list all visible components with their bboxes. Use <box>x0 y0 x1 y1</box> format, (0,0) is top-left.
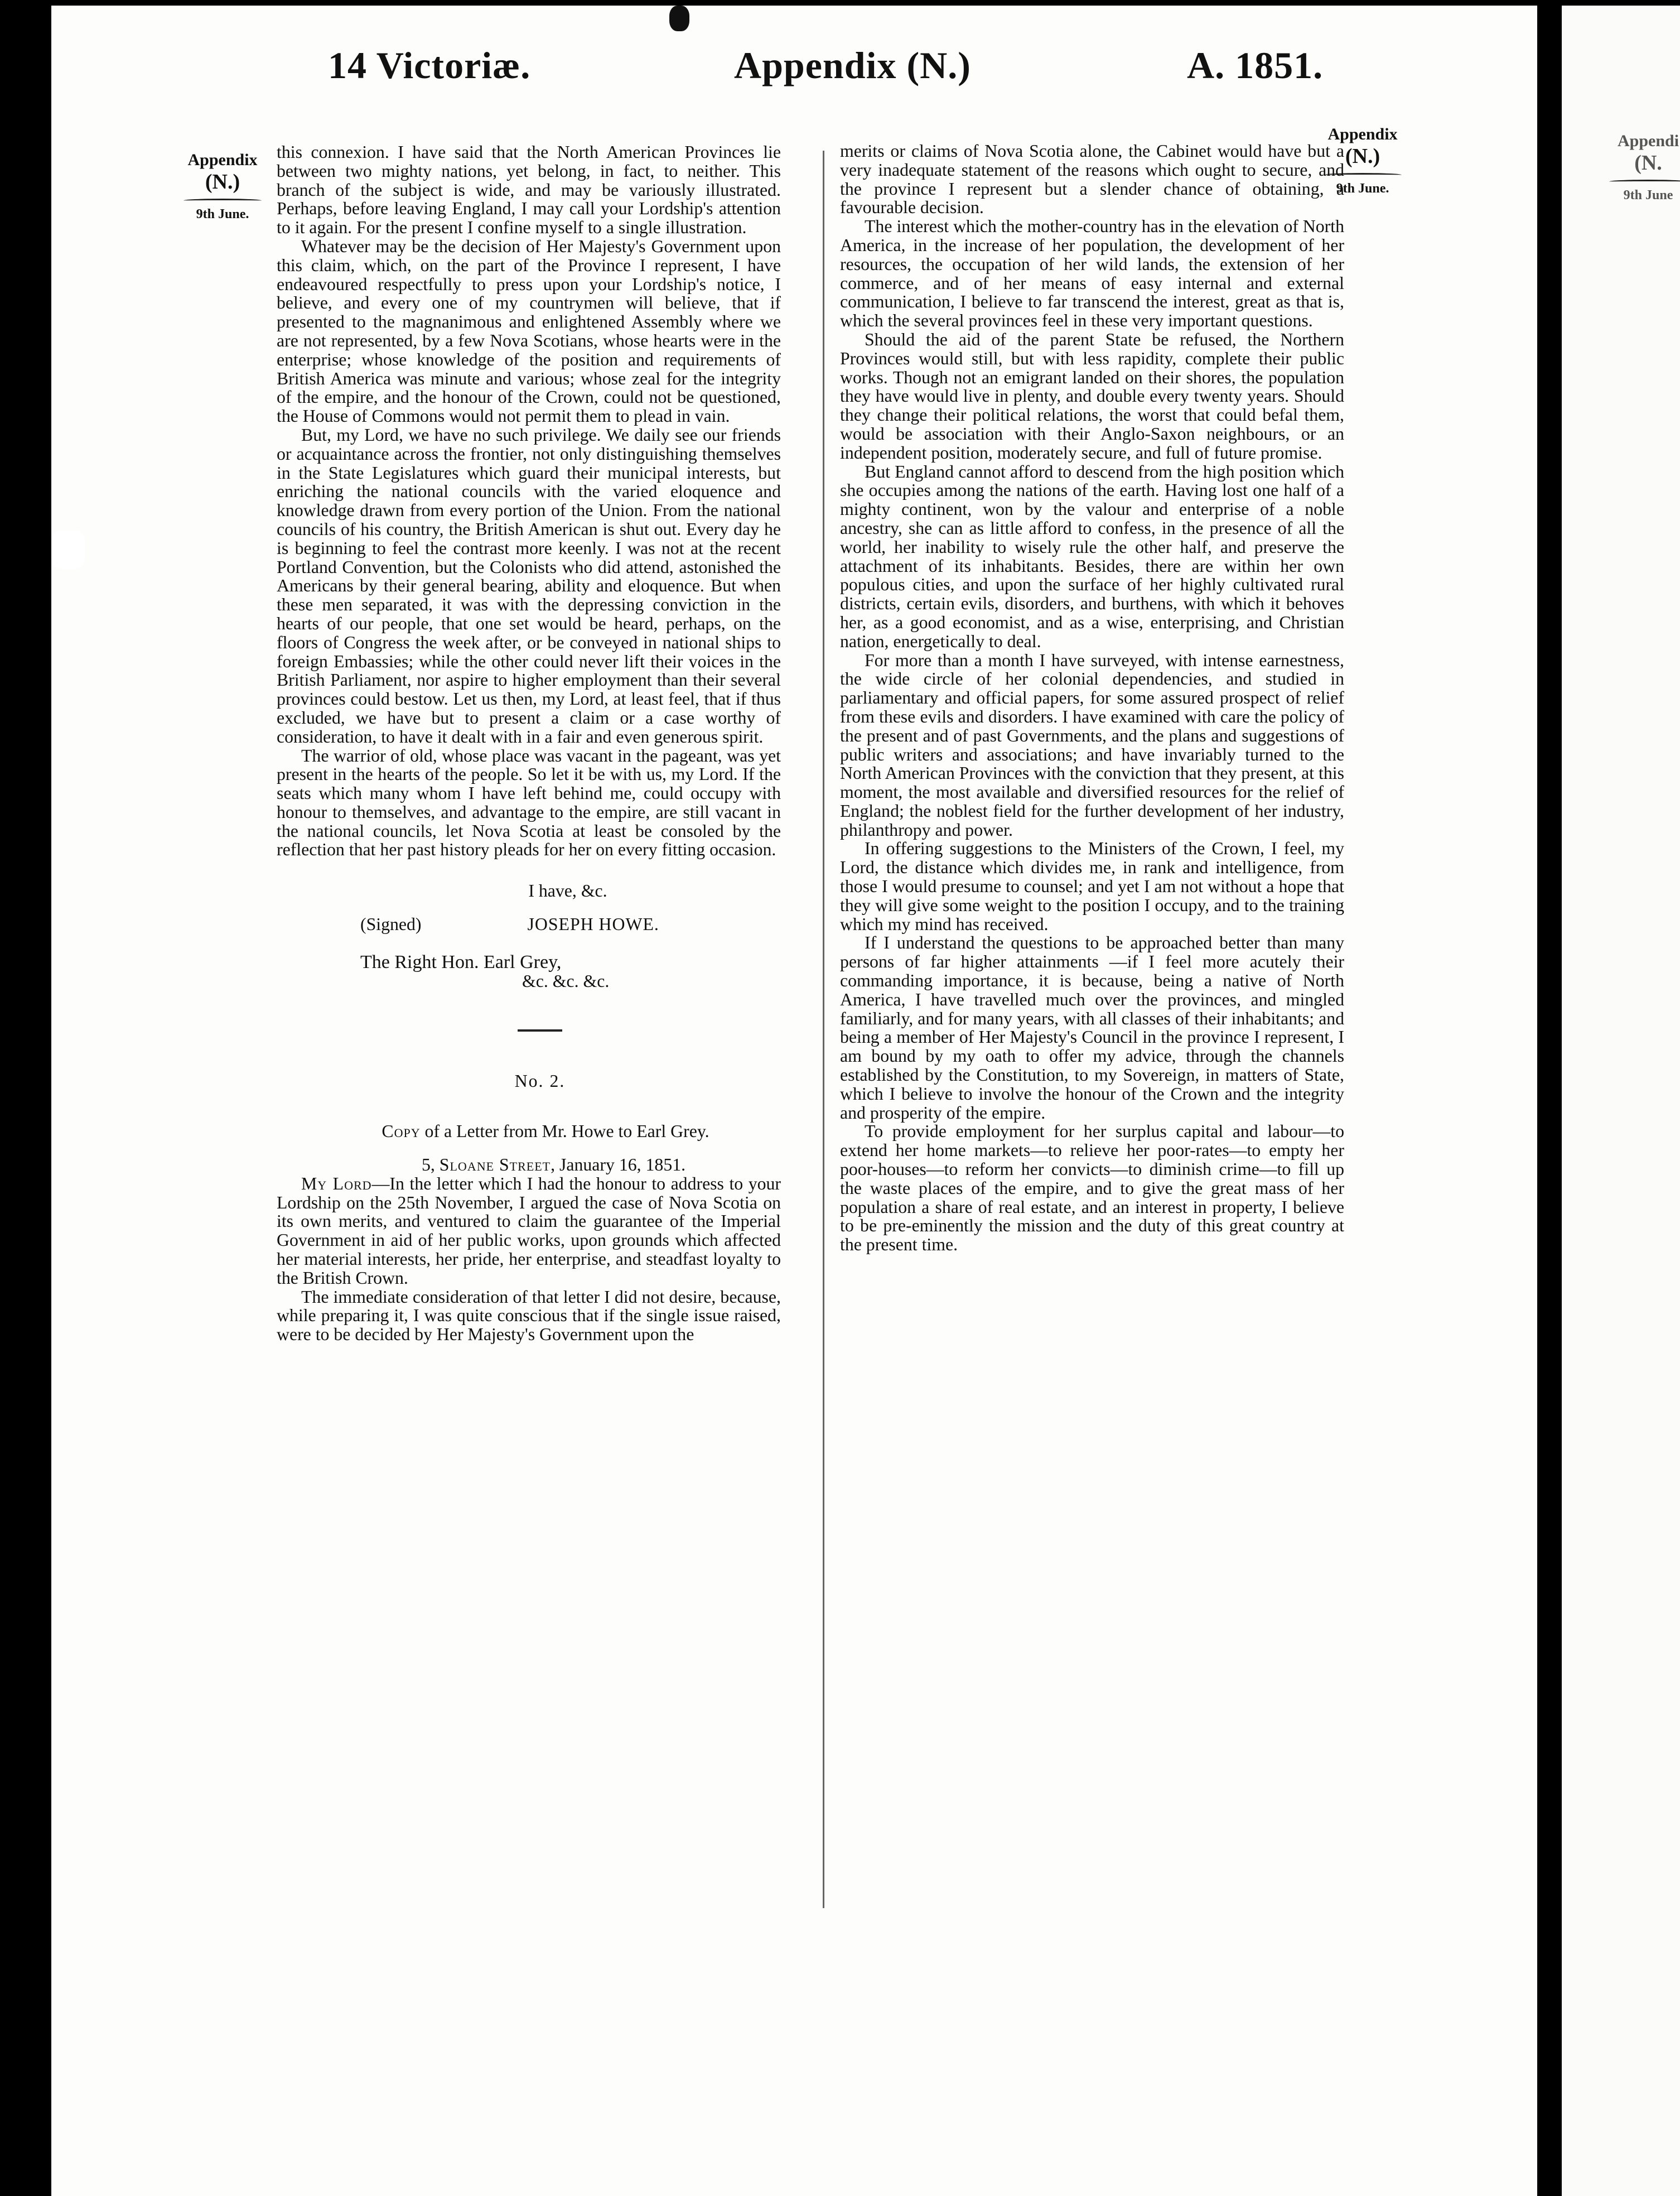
paragraph: In offering suggestions to the Ministers of the Crown, I feel, my Lord, the distance which divides me, in rank and intelligence, from those I would presume to counsel; and yet I am not without a hope that they will give some weight to the position I occupy, and to the training which my mind has received. <box>840 839 1344 934</box>
paragraph: If I understand the questions to be approached better than many persons of far higher attainments —if I feel more acutely their commanding importance, it is because, being a native of North America, I have travelled much over the provinces, and mingled familiarly, and for many years, with all classes of their inhabitants; and being a member of Her Majesty's Council in the province I represent, I am bound by my oath to offer my advice, through the channels established by the Constitution, to my Sovereign, in matters of State, which I believe to involve the honour of the Crown and the integrity and prosperity of the empire. <box>840 933 1344 1123</box>
paragraph: The immediate consideration of that letter I did not desire, because, while preparing it, I was quite conscious that if the single issue raised, were to be decided by Her Majesty's Government upon the <box>277 1287 781 1345</box>
paragraph: merits or claims of Nova Scotia alone, the Cabinet would have but a very inadequate statement of the reasons which ought to secure, and the province I represent but a slender chance of obtaining, a favourable decision. <box>840 141 1344 218</box>
signed-line <box>277 915 781 934</box>
paragraph: The warrior of old, whose place was vacant in the pageant, was yet present in the hearts of the people. So let it be with us, my Lord. If the seats which many whom I have left behind me, could occupy with honour to themselves, and advantage to the empire, are still vacant in the national councils, let Nova Scotia at least be consoled by the reflection that her past history pleads for her on every fitting occasion. <box>277 745 781 860</box>
paragraph: For more than a month I have surveyed, with intense earnestness, the wide circle of her colonial dependencies, and studied in parliamentary and official papers, for some assured prospect of relief from these evils and disorders. I have examined with care the policy of the present and of past Governments, and the plans and suggestions of public writers and associations; and have invariably turned to the North American Provinces with the conviction that they present, at this moment, the most available and diversified resources for the relief of England; the noblest field for the further development of her industry, philanthropy and power. <box>840 650 1344 840</box>
margin-note-label: Appendix <box>1327 125 1398 143</box>
paragraph: To provide employment for her surplus capital and labour—to extend her home markets—to relieve her poor-rates—to empty her poor-houses—to reform her convicts—to diminish crime—to fill up the waste places of the empire, and to give the great mass of her population a share of real estate, and an interest in property, I believe to be pre-eminently the mission and the duty of this great country at the present time. <box>840 1121 1344 1255</box>
addressee-etc: &c. &c. &c. <box>522 971 610 991</box>
margin-note-label: Appendix <box>187 151 258 169</box>
letter-opening <box>277 1174 781 1288</box>
street-number: 5, <box>422 1155 440 1175</box>
paragraph: Whatever may be the decision of Her Majesty's Government upon this claim, which, on the part of the Province I represent, I have endeavoured respectfully to press upon your Lordship's notice, I believe, and every one of my countrymen will believe, that if presented to the magnanimous and enlightened Assembly where we are not represented, by a few Nova Scotians, whose hearts were in the enterprise; whose knowledge of the position and requirements of British America was minute and various; whose zeal for the integrity of the empire, and the honour of the Crown, could not be questioned, the House of Commons would not permit them to plead in vain. <box>277 236 781 426</box>
letter-heading <box>277 1122 781 1141</box>
signed-label: (Signed) <box>360 914 422 935</box>
salutation: My Lord <box>301 1173 372 1193</box>
adjacent-page-strip <box>1562 6 1680 2196</box>
opening-text: —In the letter which I had the honour to address to your Lordship on the 25th November, I argued the case of Nova Scotia on its own merits, and ventured to claim the guarantee of the Imperial Government in aid of her public works, upon grounds which affected her material interests, her pride, her enterprise, and steadfast loyalty to the British Crown. <box>277 1173 781 1288</box>
left-column <box>277 143 781 1344</box>
addressee: The Right Hon. Earl Grey, <box>360 951 562 972</box>
left-margin-note <box>170 151 276 223</box>
header-year: A. 1851. <box>1187 44 1324 86</box>
strip-margin-note <box>1595 132 1680 204</box>
scan-artifact <box>51 530 85 569</box>
header-session: 14 Victoriæ. <box>328 44 531 86</box>
document-number: No. 2. <box>514 1071 566 1091</box>
margin-note-letter: (N.) <box>205 170 240 194</box>
section-rule <box>518 1029 562 1032</box>
paragraph: But, my Lord, we have no such privilege. We daily see our friends or acquaintance across the frontier, not only distinguishing themselves in the State Legislatures which guard their municipal interests, but enriching the national councils with the varied eloquence and knowledge drawn from every portion of the Union. From the national councils of his country, the British American is shut out. Every day he is beginning to feel the contrast more keenly. I was not at the recent Portland Convention, but the Colonists who did attend, astonished the Americans by their general bearing, ability and eloquence. But when these men separated, it was with the depressing conviction in the hearts of our people, that one set would be heard, perhaps, on the floors of Congress the week after, or be conveyed in national ships to foreign Embassies; while the other could never lift their voices in the British Parliament, nor aspire to higher employment than their several provinces could bestow. Let us then, my Lord, at least feel, that if thus excluded, we have but to present a claim or a case worthy of consideration, to have it dealt with in a fair and even generous spirit. <box>277 425 781 747</box>
strip-note-letter: (N. <box>1634 151 1662 175</box>
header-appendix: Appendix (N.) <box>734 44 971 86</box>
ink-blot <box>669 6 689 31</box>
strip-note-label: Appendi <box>1617 132 1679 150</box>
strip-note-rule <box>1609 180 1680 184</box>
column-divider <box>823 151 824 1908</box>
signer-name: JOSEPH HOWE. <box>527 914 659 935</box>
margin-note-letter: (N.) <box>1345 144 1380 168</box>
margin-note-date: 9th June. <box>196 207 249 222</box>
margin-note-date: 9th June. <box>1336 181 1389 196</box>
street-name: Sloane Street <box>439 1155 551 1175</box>
copy-label: Copy <box>382 1121 421 1142</box>
letter-date: , January 16, 1851. <box>551 1155 686 1175</box>
paragraph: But England cannot afford to descend from the high position which she occupies among the nations of the earth. Having lost one half of a mighty continent, won by the valour and enterprise of a noble ancestry, she can as little afford to confess, in the presence of all the world, her inability to wisely rule the other half, and preserve the attachment of its inhabitants. Besides, there are within her own populous cities, and upon the surface of her highly cultivated rural districts, certain evils, disorders, and burthens, with which it behoves her, as a good economist, and as a wise, enterprising, and Christian nation, energetically to deal. <box>840 461 1344 651</box>
strip-note-date: 9th June <box>1623 188 1673 203</box>
letter-dateline <box>277 1155 781 1174</box>
margin-note-rule <box>184 199 262 203</box>
copy-title: of a Letter from Mr. Howe to Earl Grey. <box>420 1121 709 1142</box>
paragraph: The interest which the mother-country has in the elevation of North America, in the increase of her population, the development of her resources, the occupation of her wild lands, the extension of her commerce, and of her means of easy internal and external communication, I believe to far transcend the interest, great as that is, which the several provinces feel in these very important questions. <box>840 216 1344 331</box>
paragraph: this connexion. I have said that the North American Provinces lie between two mighty nations, yet belong, in fact, to neither. This branch of the subject is wide, and may be variously illustrated. Perhaps, before leaving England, I may call your Lordship's attention to it again. For the present I confine myself to a single illustration. <box>277 142 781 238</box>
closing: I have, &c. <box>528 881 607 901</box>
right-column <box>840 142 1344 1254</box>
paragraph: Should the aid of the parent State be refused, the Northern Provinces would still, but with less rapidity, complete their public works. Though not an emigrant landed on their shores, the population they have would live in plenty, and double every twenty years. Should they change their political relations, the worst that could befal them, would be association with their Anglo-Saxon neighbours, or an independent position, moderately secure, and full of future promise. <box>840 329 1344 463</box>
signature-block <box>277 882 781 990</box>
